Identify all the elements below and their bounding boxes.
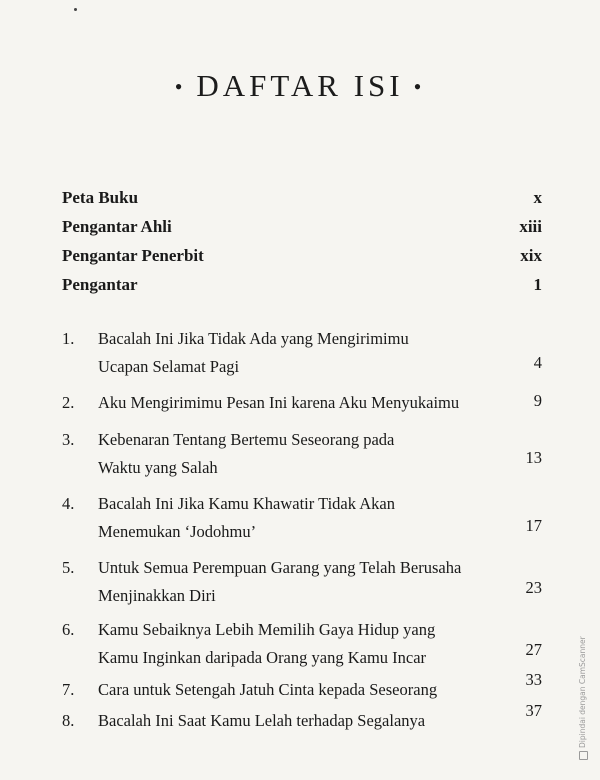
chapter-number: 3. [62,430,75,449]
chapter-title [98,616,498,672]
chapter-title [98,707,498,735]
chapter-page: 33 [525,670,542,689]
chapter-title-line: Menemukan ‘Jodohmu’ [98,522,257,541]
chapter-title-line: Kamu Inginkan daripada Orang yang Kamu Incar [98,648,427,667]
chapter-title-line: Kebenaran Tentang Bertemu Seseorang pada [98,430,395,449]
front-matter-label: Peta Buku [62,188,139,207]
chapter-list [62,325,542,737]
chapter-number: 8. [62,711,75,730]
front-matter-page: xix [520,246,542,265]
chapter-title-line: Waktu yang Salah [98,458,218,477]
chapter-title-line: Untuk Semua Perempuan Garang yang Telah Berusaha [98,558,462,577]
chapter-entry [62,325,542,389]
front-matter-list [62,188,542,304]
chapter-number: 5. [62,558,75,577]
chapter-title [98,554,498,610]
chapter-entry [62,554,542,616]
chapter-number: 1. [62,329,75,348]
front-matter-page: x [533,188,542,207]
front-matter-row [62,217,542,246]
chapter-page: 13 [525,448,542,467]
chapter-entry [62,616,542,676]
chapter-page: 4 [533,353,542,372]
chapter-title-line: Aku Mengirimimu Pesan Ini karena Aku Menyukaimu [98,393,460,412]
front-matter-label: Pengantar Penerbit [62,246,204,265]
chapter-title [98,426,498,482]
front-matter-row [62,246,542,275]
scan-speck [74,8,77,11]
front-matter-row [62,275,542,304]
chapter-title [98,676,498,704]
chapter-title [98,325,498,381]
chapter-page: 17 [525,516,542,535]
chapter-page: 27 [525,640,542,659]
chapter-entry [62,490,542,554]
chapter-number: 7. [62,680,75,699]
chapter-number: 4. [62,494,75,513]
chapter-title-line: Menjinakkan Diri [98,586,216,605]
chapter-number: 6. [62,620,75,639]
scanner-watermark [578,636,588,760]
page-title [0,68,600,104]
title-bullet-left: • [174,73,187,99]
chapter-title-line: Kamu Sebaiknya Lebih Memilih Gaya Hidup yang [98,620,436,639]
chapter-title-line: Ucapan Selamat Pagi [98,357,240,376]
front-matter-page: xiii [519,217,542,236]
chapter-entry [62,426,542,490]
front-matter-label: Pengantar Ahli [62,217,172,236]
chapter-page: 9 [533,391,542,410]
chapter-entry [62,670,542,707]
front-matter-row [62,188,542,217]
chapter-title [98,389,498,417]
chapter-title-line: Cara untuk Setengah Jatuh Cinta kepada Seseorang [98,680,438,699]
camscanner-icon [579,751,588,760]
title-text: DAFTAR ISI [196,68,404,103]
chapter-page: 23 [525,578,542,597]
chapter-title-line: Bacalah Ini Jika Kamu Khawatir Tidak Akan [98,494,395,513]
front-matter-page: 1 [533,275,542,294]
front-matter-label: Pengantar [62,275,138,294]
chapter-number: 2. [62,393,75,412]
chapter-page: 37 [525,701,542,720]
chapter-title-line: Bacalah Ini Jika Tidak Ada yang Mengirimimu [98,329,409,348]
chapter-title [98,490,498,546]
chapter-title-line: Bacalah Ini Saat Kamu Lelah terhadap Segalanya [98,711,426,730]
title-bullet-right: • [413,73,426,99]
scanner-watermark-text: Dipindai dengan CamScanner [578,636,587,748]
chapter-entry [62,389,542,426]
chapter-entry [62,701,542,737]
